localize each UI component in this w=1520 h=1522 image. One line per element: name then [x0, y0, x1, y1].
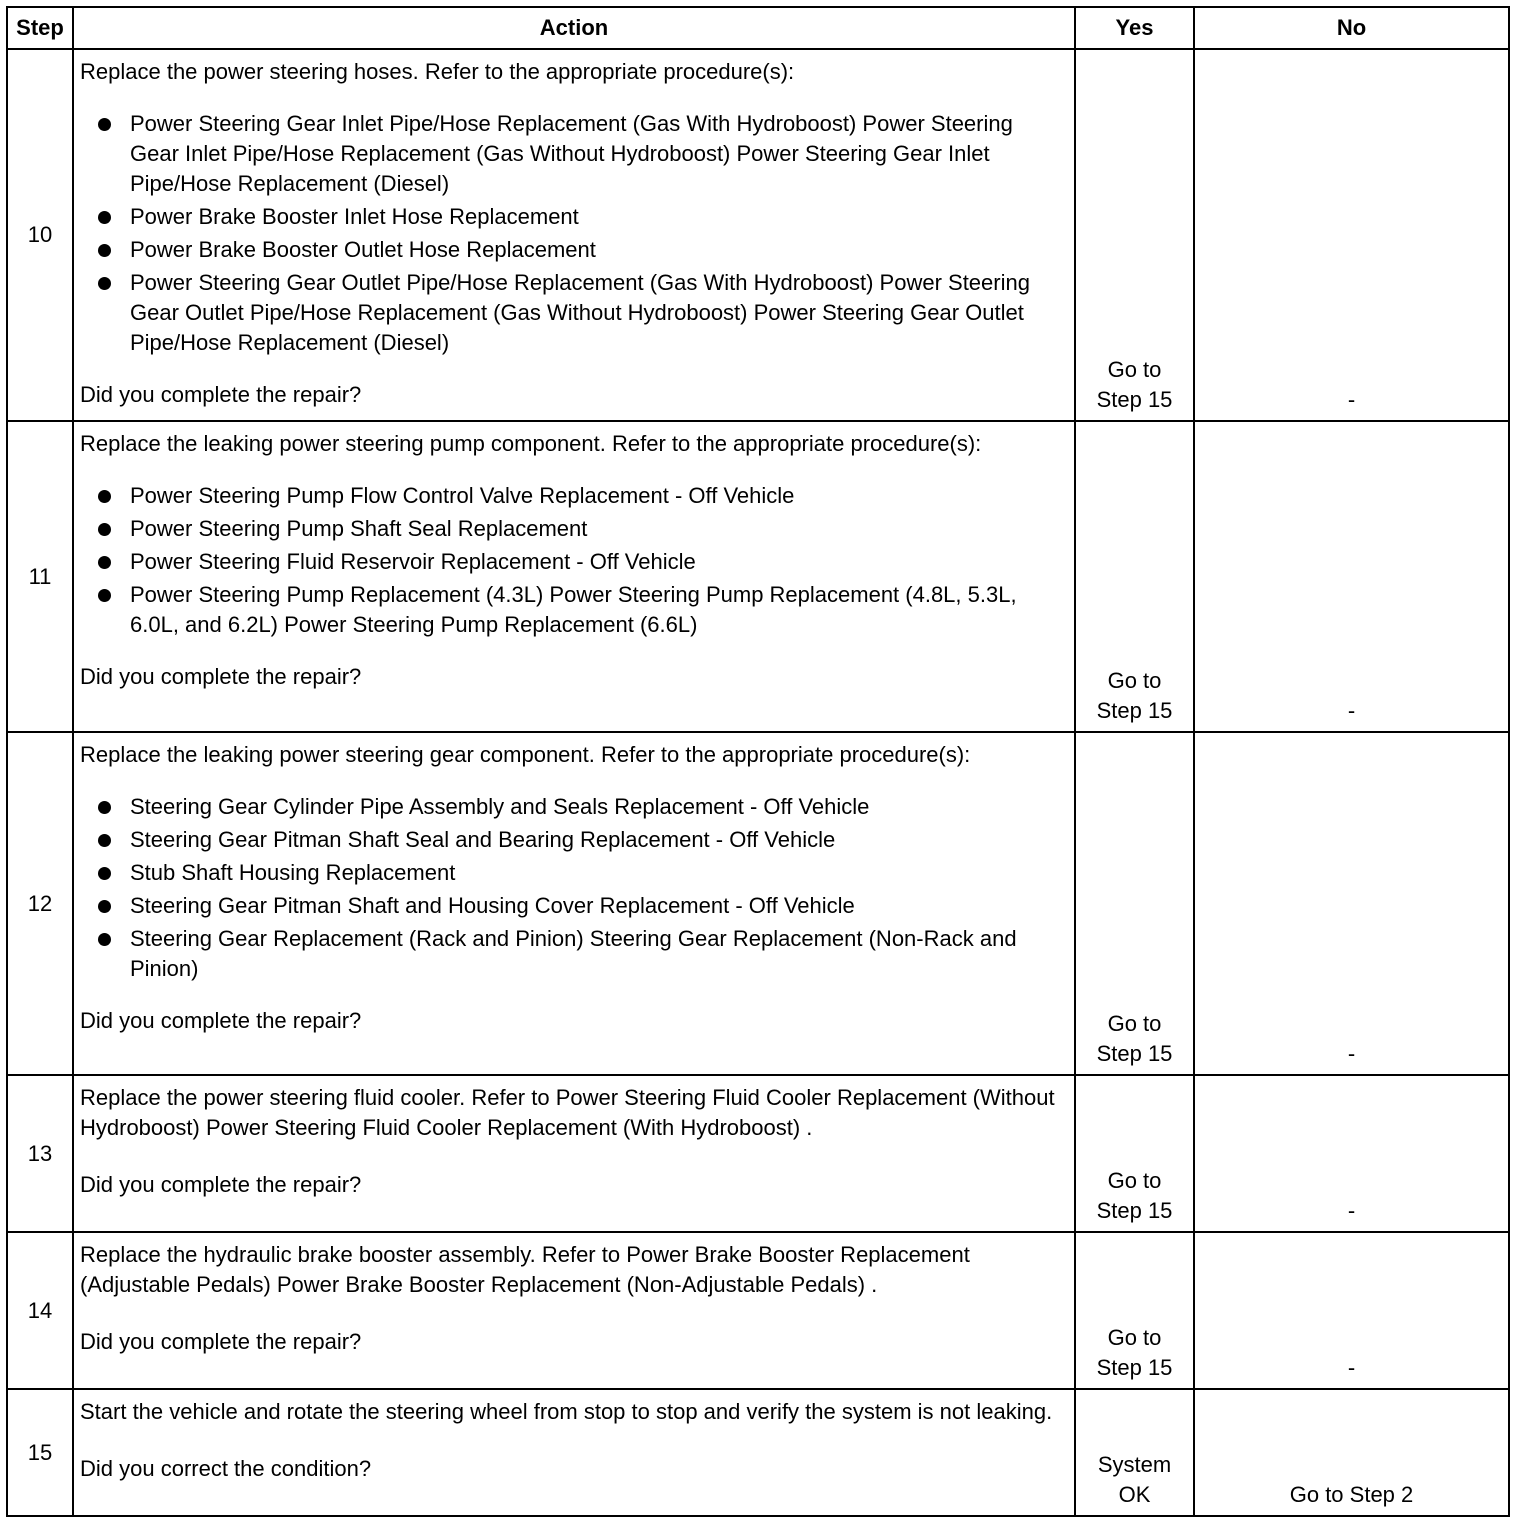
diagnostic-table	[6, 6, 1510, 1517]
yes-result: System OK	[1097, 1452, 1172, 1507]
table-row	[7, 1232, 1509, 1389]
bullet-icon	[98, 556, 111, 569]
procedure-text: Steering Gear Cylinder Pipe Assembly and Seals Replacement - Off Vehicle	[130, 794, 870, 819]
procedure-item	[80, 924, 1066, 984]
bullet-icon	[98, 933, 111, 946]
procedure-list	[80, 481, 1066, 640]
procedure-text: Steering Gear Replacement (Rack and Pinion) Steering Gear Replacement (Non-Rack and Pinion)	[130, 926, 1017, 981]
no-cell	[1194, 1075, 1509, 1232]
procedure-item	[80, 547, 1066, 577]
bullet-icon	[98, 834, 111, 847]
yes-result: Go to Step 15	[1096, 357, 1173, 412]
procedure-item	[80, 580, 1066, 640]
bullet-icon	[98, 244, 111, 257]
procedure-item	[80, 792, 1066, 822]
procedure-text: Power Steering Gear Outlet Pipe/Hose Replacement (Gas With Hydroboost) Power Steering Gear Outlet Pipe/Hose Replacement (Gas Without Hydroboost) Power Steering Gear Outlet Pipe/Hose Replacement (Diesel)	[130, 270, 1030, 355]
no-cell	[1194, 1389, 1509, 1516]
procedure-text: Power Steering Pump Replacement (4.3L) Power Steering Pump Replacement (4.8L, 5.3L, 6.0L, and 6.2L) Power Steering Pump Replacement (6.6L)	[130, 582, 1017, 637]
bullet-icon	[98, 211, 111, 224]
procedure-text: Power Steering Pump Flow Control Valve Replacement - Off Vehicle	[130, 483, 795, 508]
action-question: Did you complete the repair?	[80, 1172, 362, 1197]
bullet-icon	[98, 900, 111, 913]
table-row	[7, 732, 1509, 1075]
step-number: 13	[7, 1075, 73, 1232]
yes-cell	[1075, 1389, 1194, 1516]
no-result: -	[1347, 1355, 1356, 1380]
step-number: 15	[7, 1389, 73, 1516]
procedure-list	[80, 792, 1066, 984]
action-intro: Start the vehicle and rotate the steering wheel from stop to stop and verify the system is not leaking.	[80, 1399, 1053, 1424]
action-cell	[73, 1389, 1075, 1516]
procedure-item	[80, 235, 1066, 265]
action-intro: Replace the leaking power steering gear component. Refer to the appropriate procedure(s):	[80, 742, 971, 767]
action-intro: Replace the power steering fluid cooler. Refer to Power Steering Fluid Cooler Replacement (Without Hydroboost) Power Steering Fluid Cooler Replacement (With Hydroboost) .	[80, 1085, 1055, 1140]
bullet-icon	[98, 867, 111, 880]
table-row	[7, 1389, 1509, 1516]
procedure-item	[80, 891, 1066, 921]
action-cell	[73, 732, 1075, 1075]
yes-result: Go to Step 15	[1096, 1325, 1173, 1380]
no-cell	[1194, 732, 1509, 1075]
header-yes: Yes	[1075, 7, 1194, 49]
procedure-item	[80, 109, 1066, 199]
action-intro: Replace the hydraulic brake booster assembly. Refer to Power Brake Booster Replacement (Adjustable Pedals) Power Brake Booster Replacement (Non-Adjustable Pedals) .	[80, 1242, 970, 1297]
action-intro: Replace the leaking power steering pump component. Refer to the appropriate procedure(s):	[80, 431, 982, 456]
action-cell	[73, 49, 1075, 421]
action-question: Did you complete the repair?	[80, 1329, 362, 1354]
step-number: 14	[7, 1232, 73, 1389]
action-question: Did you correct the condition?	[80, 1456, 372, 1481]
bullet-icon	[98, 277, 111, 290]
bullet-icon	[98, 490, 111, 503]
yes-cell	[1075, 421, 1194, 732]
action-cell	[73, 1075, 1075, 1232]
yes-cell	[1075, 1075, 1194, 1232]
procedure-text: Power Steering Fluid Reservoir Replacement - Off Vehicle	[130, 549, 696, 574]
action-cell	[73, 1232, 1075, 1389]
step-number: 10	[7, 49, 73, 421]
action-question: Did you complete the repair?	[80, 664, 362, 689]
no-result: Go to Step 2	[1289, 1482, 1414, 1507]
procedure-item	[80, 858, 1066, 888]
table-row	[7, 421, 1509, 732]
procedure-text: Power Steering Pump Shaft Seal Replacement	[130, 516, 588, 541]
bullet-icon	[98, 118, 111, 131]
table-row	[7, 1075, 1509, 1232]
procedure-item	[80, 202, 1066, 232]
procedure-text: Power Brake Booster Outlet Hose Replacement	[130, 237, 596, 262]
yes-cell	[1075, 49, 1194, 421]
procedure-text: Power Steering Gear Inlet Pipe/Hose Replacement (Gas With Hydroboost) Power Steering Gear Inlet Pipe/Hose Replacement (Gas Without Hydroboost) Power Steering Gear Inlet Pipe/Hose Replacement (Diesel)	[130, 111, 1013, 196]
header-action: Action	[73, 7, 1075, 49]
no-cell	[1194, 1232, 1509, 1389]
no-result: -	[1347, 698, 1356, 723]
procedure-item	[80, 268, 1066, 358]
procedure-item	[80, 825, 1066, 855]
action-question: Did you complete the repair?	[80, 382, 362, 407]
action-cell	[73, 421, 1075, 732]
bullet-icon	[98, 801, 111, 814]
yes-cell	[1075, 1232, 1194, 1389]
step-number: 11	[7, 421, 73, 732]
procedure-text: Stub Shaft Housing Replacement	[130, 860, 456, 885]
yes-result: Go to Step 15	[1096, 1011, 1173, 1066]
procedure-item	[80, 514, 1066, 544]
table-row	[7, 49, 1509, 421]
procedure-text: Steering Gear Pitman Shaft and Housing Cover Replacement - Off Vehicle	[130, 893, 855, 918]
action-question: Did you complete the repair?	[80, 1008, 362, 1033]
no-result: -	[1347, 1041, 1356, 1066]
step-number: 12	[7, 732, 73, 1075]
header-no: No	[1194, 7, 1509, 49]
bullet-icon	[98, 523, 111, 536]
yes-cell	[1075, 732, 1194, 1075]
header-step: Step	[7, 7, 73, 49]
procedure-text: Power Brake Booster Inlet Hose Replacement	[130, 204, 579, 229]
procedure-list	[80, 109, 1066, 358]
header-row	[7, 7, 1509, 49]
no-result: -	[1347, 387, 1356, 412]
yes-result: Go to Step 15	[1096, 1168, 1173, 1223]
procedure-text: Steering Gear Pitman Shaft Seal and Bearing Replacement - Off Vehicle	[130, 827, 836, 852]
action-intro: Replace the power steering hoses. Refer to the appropriate procedure(s):	[80, 59, 795, 84]
bullet-icon	[98, 589, 111, 602]
yes-result: Go to Step 15	[1096, 668, 1173, 723]
no-result: -	[1347, 1198, 1356, 1223]
no-cell	[1194, 49, 1509, 421]
no-cell	[1194, 421, 1509, 732]
procedure-item	[80, 481, 1066, 511]
